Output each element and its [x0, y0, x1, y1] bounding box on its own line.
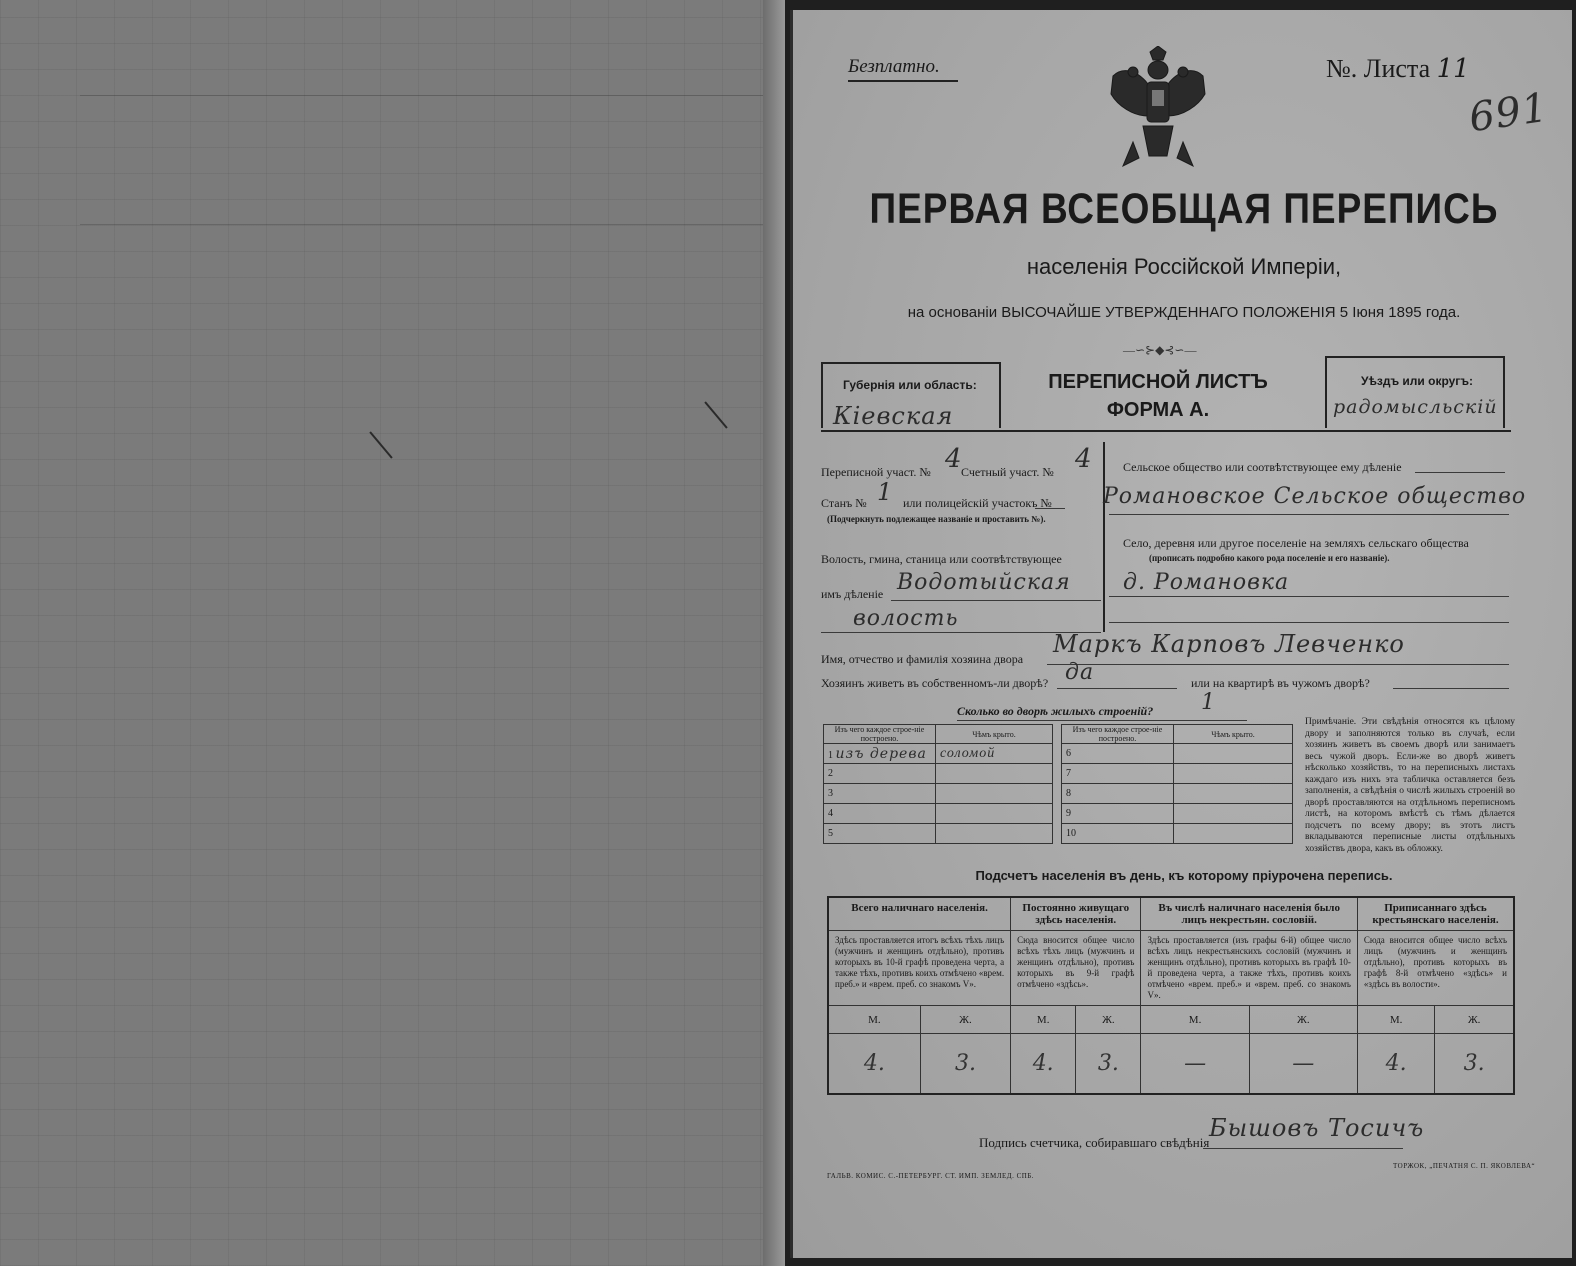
double-headed-eagle-emblem: [1103, 46, 1213, 176]
census-basis: на основаніи ВЫСОЧАЙШЕ УТВЕРЖДЕННАГО ПОЛОЖЕНІЯ 5 Іюня 1895 года.: [907, 304, 1461, 321]
census-district-label: Переписной участ. №: [821, 465, 931, 479]
roof-header: Чѣмъ крыто.: [936, 725, 1053, 744]
buildings-count-label: Сколько во дворѣ жилыхъ строеній?: [957, 704, 1154, 718]
volost-line: [891, 600, 1101, 601]
table-row: [824, 784, 1053, 804]
total-present-female: 3.: [920, 1034, 1010, 1094]
table-row: [824, 824, 1053, 844]
district-value: радомысльскій: [1333, 396, 1498, 418]
material-value: изъ дерева: [835, 745, 927, 762]
male-header: М.: [1141, 1006, 1249, 1034]
buildings-table-left: [823, 724, 1053, 844]
rural-society-label: Сельское общество или соотвѣтствующее ему дѣленіе: [1123, 460, 1402, 474]
total-present-male: 4.: [828, 1034, 920, 1094]
row-number: 4: [824, 804, 936, 824]
table-row: [828, 1034, 1514, 1094]
own-yard-line: [1057, 688, 1177, 689]
rural-society-value: Романовское Сельское общество: [1103, 484, 1527, 509]
table-row: [824, 744, 1053, 764]
form-title-line2: ФОРМА А.: [1106, 399, 1210, 421]
material-header: Изъ чего каждое строе-ніе построено.: [1062, 725, 1174, 744]
non-peasant-desc: Здѣсь проставляется (изъ графы 6-й) общее число всѣхъ лицъ некрестьянскихъ сословій (мужчинъ и женщинъ отдѣльно), противъ которыхъ въ графѣ 10-й проведена черта, а также тѣхъ, противъ коихъ отмѣчено «врем. преб.» и «врем. преб. со знакомъ V».: [1141, 931, 1357, 1006]
owner-line: [1047, 664, 1509, 665]
count-district-label: Счетный участ. №: [961, 465, 1054, 479]
female-header: Ж.: [1076, 1006, 1141, 1034]
rural-society-line: [1415, 472, 1505, 473]
form-header-rule: [821, 430, 1511, 432]
printer-imprint-left: ГАЛЬВ. КОМИС. С.-ПЕТЕРБУРГ. СТ. ИМП. ЗЕМЛЕД. СПБ.: [827, 1172, 1035, 1180]
rented-yard-label: или на квартирѣ въ чужомъ дворѣ?: [1191, 676, 1370, 690]
village-label: Село, деревня или другое поселеніе на земляхъ сельскаго общества: [1123, 536, 1469, 550]
row-number: 2: [824, 764, 936, 784]
permanent-residents-female: 3.: [1076, 1034, 1141, 1094]
village-value: д. Романовка: [1123, 570, 1290, 595]
bleed-through-area: [80, 95, 780, 225]
census-subtitle: населенія Россійской Имперіи,: [1026, 254, 1342, 279]
pen-mark: [369, 431, 392, 458]
owner-label: Имя, отчество и фамилія хозяина двора: [821, 652, 1024, 666]
ornament-divider: —∽⊱◆⊰∽—: [1123, 343, 1197, 357]
non-peasant-male: —: [1141, 1034, 1249, 1094]
census-sheet: [790, 10, 1572, 1258]
count-district-value: 4: [1075, 444, 1093, 474]
population-count-table: [827, 896, 1515, 1095]
roof-header: Чѣмъ крыто.: [1174, 725, 1293, 744]
page-edge: [763, 0, 785, 1266]
table-row: [1062, 764, 1293, 784]
table-row: [1062, 744, 1293, 764]
female-header: Ж.: [1249, 1006, 1357, 1034]
stan-value: 1: [877, 478, 894, 506]
table-row: [824, 804, 1053, 824]
form-title: [1008, 368, 1308, 424]
rented-yard-line: [1393, 688, 1509, 689]
census-title: ПЕРВАЯ ВСЕОБЩАЯ ПЕРЕПИСЬ: [869, 184, 1499, 232]
pen-mark: [704, 401, 727, 428]
buildings-table-right: [1061, 724, 1293, 844]
permanent-residents-desc: Сюда вносится общее число всѣхъ тѣхъ лицъ (мужчинъ и женщинъ отдѣльно), противъ которыхъ въ 9-й графѣ отмѣчено «здѣсь».: [1011, 931, 1141, 1006]
table-row: [1062, 804, 1293, 824]
permanent-residents-male: 4.: [1011, 1034, 1076, 1094]
row-number: 7: [1062, 764, 1174, 784]
registered-peasants-desc: Сюда вносится общее число всѣхъ лицъ (мужчинъ и женщинъ отдѣльно), противъ которыхъ въ графѣ 8-й отмѣчено «здѣсь» и «здѣсь въ волости».: [1357, 931, 1514, 1006]
police-station-line: [1035, 508, 1065, 509]
vertical-divider: [1103, 442, 1105, 632]
province-value: Кіевская: [833, 402, 954, 430]
form-title-line1: ПЕРЕПИСНОЙ ЛИСТЪ: [1048, 371, 1268, 393]
total-present-header: Всего наличнаго населенія.: [828, 897, 1011, 931]
row-number: 8: [1062, 784, 1174, 804]
row-number: 3: [824, 784, 936, 804]
census-district-value: 4: [945, 444, 963, 474]
district-label: Уѣздъ или округъ:: [1361, 374, 1474, 388]
district-box: [1325, 356, 1505, 428]
signature-line: [1203, 1148, 1403, 1149]
permanent-residents-header: Постоянно живущаго здѣсь населенія.: [1011, 897, 1141, 931]
own-yard-label: Хозяинъ живетъ въ собственномъ-ли дворѣ?: [821, 676, 1049, 690]
registered-peasants-female: 3.: [1435, 1034, 1514, 1094]
table-row: [1062, 824, 1293, 844]
province-label: Губернія или область:: [843, 378, 977, 392]
left-page: [0, 0, 785, 1266]
table-row: [1062, 784, 1293, 804]
non-peasant-header: Въ числѣ наличнаго населенія было лицъ некрестьян. сословій.: [1141, 897, 1357, 931]
stan-note: (Подчеркнуть подлежащее названіе и проставить №).: [827, 514, 1046, 524]
owner-value: Маркъ Карповъ Левченко: [1053, 630, 1405, 658]
signature-value: Бышовъ Тосичъ: [1209, 1114, 1425, 1142]
female-header: Ж.: [1435, 1006, 1514, 1034]
material-header: Изъ чего каждое строе-ніе построено.: [824, 725, 936, 744]
total-present-desc: Здѣсь проставляется итогъ всѣхъ тѣхъ лицъ (мужчинъ и женщинъ отдѣльно), противъ которыхъ въ 10-й графѣ проведена черта, а также тѣхъ, противъ коихъ отмѣчено «врем. преб.» и «врем. преб. со знакомъ V».: [828, 931, 1011, 1006]
village-note: (прописать подробно какого рода поселеніе и его названіе).: [1149, 553, 1390, 563]
row-number: 1: [828, 749, 833, 761]
free-label: Безплатно.: [848, 56, 958, 82]
registered-peasants-header: Приписаннаго здѣсь крестьянскаго населенія.: [1357, 897, 1514, 931]
volost-label-2: имъ дѣленіе: [821, 587, 884, 601]
buildings-count-line: [957, 720, 1247, 721]
row-number: 5: [824, 824, 936, 844]
printer-imprint-right: ТОРЖОК, „ПЕЧАТНЯ С. П. ЯКОВЛЕВА“: [1393, 1162, 1536, 1170]
table-row: [824, 764, 1053, 784]
male-header: М.: [828, 1006, 920, 1034]
rural-society-line-2: [1109, 514, 1509, 515]
row-number: 6: [1062, 744, 1174, 764]
population-count-title: Подсчетъ населенія въ день, къ которому пріурочена перепись.: [975, 868, 1393, 883]
own-yard-value: да: [1065, 660, 1095, 685]
buildings-note: Примѣчаніе. Эти свѣдѣнія относятся къ цѣлому двору и заполняются только въ случаѣ, если хозяинъ живетъ въ своемъ дворѣ или занимаетъ весь чужой дворъ. Если-же во дворѣ живетъ нѣсколько хозяйствъ, то на переписныхъ листахъ каждаго изъ нихъ эта табличка оставляется безъ заполненія, а свѣдѣнія о числѣ жилыхъ строеній во дворѣ проставляются на отдѣльномъ переписномъ листѣ, на которомъ вмѣстѣ съ тѣмъ дѣлается подсчетъ по всему двору; въ этотъ листъ вкладываются переписные листы отдѣльныхъ хозяйствъ двора, какъ въ обложку.: [1305, 717, 1515, 854]
province-box: [821, 362, 1001, 428]
registered-peasants-male: 4.: [1357, 1034, 1434, 1094]
stan-label: Станъ №: [821, 496, 867, 510]
row-number: 10: [1062, 824, 1174, 844]
village-line: [1109, 596, 1509, 597]
sheet-number: [1326, 54, 1470, 84]
volost-value: Водотыйская: [897, 570, 1071, 595]
female-header: Ж.: [920, 1006, 1010, 1034]
buildings-count-value: 1: [1201, 690, 1216, 715]
village-line-2: [1109, 622, 1509, 623]
sheet-number-value: 11: [1436, 54, 1470, 84]
signature-label: Подпись счетчика, собиравшаго свѣдѣнія: [979, 1135, 1210, 1150]
police-station-label: или полицейскій участокъ №: [903, 496, 1052, 510]
sheet-number-label: №. Листа: [1326, 54, 1431, 83]
male-header: М.: [1011, 1006, 1076, 1034]
volost-value-2: волость: [853, 606, 959, 631]
row-number: 9: [1062, 804, 1174, 824]
sheet-stamp-number: 691: [1466, 84, 1552, 142]
volost-label: Волость, гмина, станица или соотвѣтствующее: [821, 552, 1062, 566]
non-peasant-female: —: [1249, 1034, 1357, 1094]
male-header: М.: [1357, 1006, 1434, 1034]
roof-value: соломой: [936, 744, 1053, 764]
